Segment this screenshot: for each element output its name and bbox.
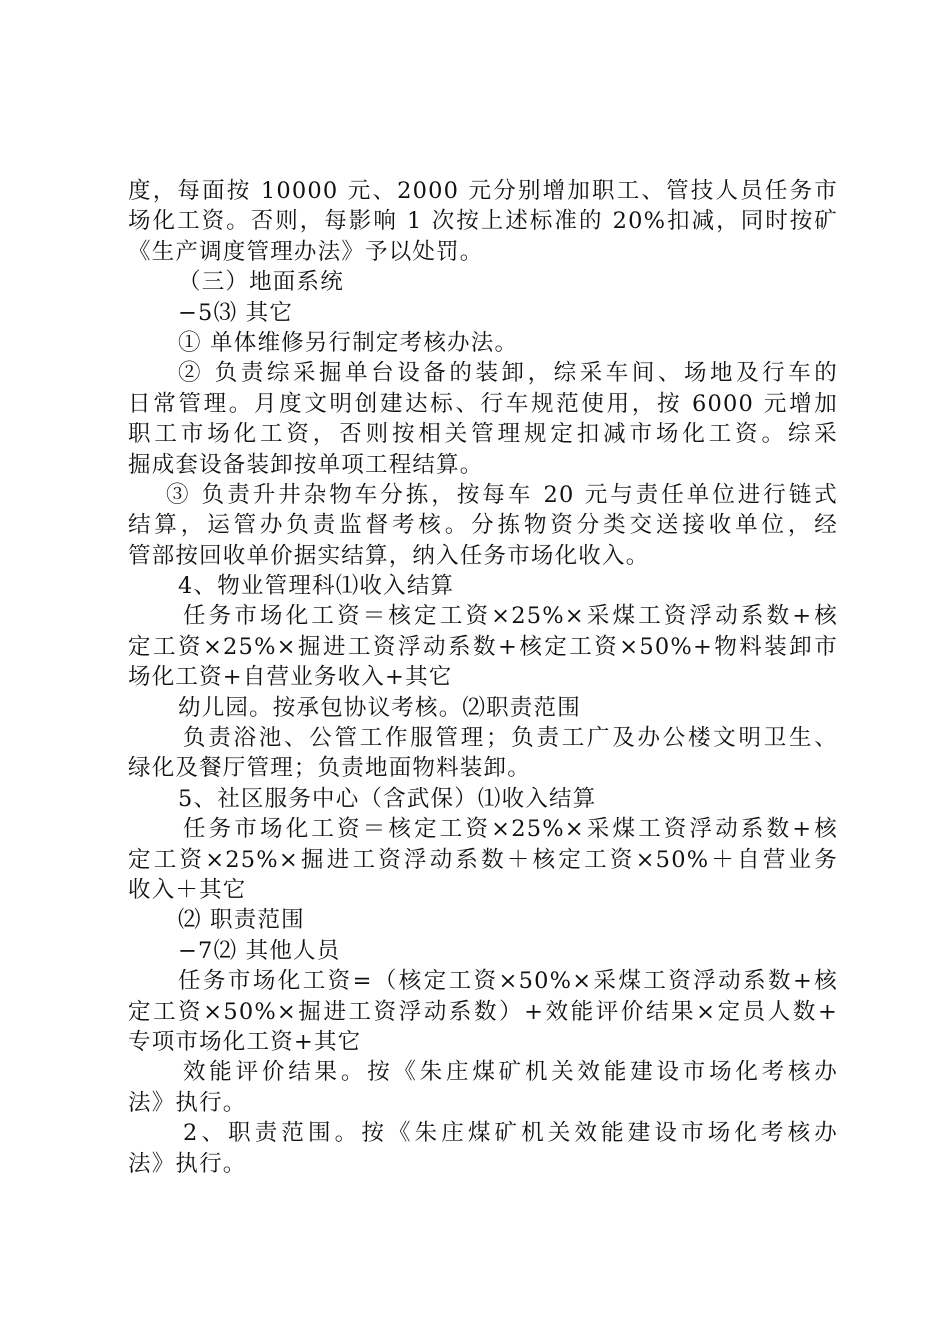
text-line: 任务市场化工资＝核定工资×25%×采煤工资浮动系数+核: [183, 603, 838, 630]
text-line: 幼儿园。按承包协议考核。⑵职责范围: [178, 694, 581, 721]
text-line: 效能评价结果。按《朱庄煤矿机关效能建设市场化考核办: [183, 1059, 838, 1086]
text-line: ② 负责综采掘单台设备的装卸，综采车间、场地及行车的: [178, 360, 838, 387]
text-line: 结算，运管办负责监督考核。分拣物资分类交送接收单位，经: [128, 512, 838, 539]
text-line: ① 单体维修另行制定考核办法。: [178, 329, 519, 356]
text-line: −5⑶ 其它: [178, 299, 294, 326]
text-line: 掘成套设备装卸按单项工程结算。: [128, 451, 484, 478]
text-line: 任务市场化工资＝核定工资×25%×采煤工资浮动系数+核: [183, 816, 838, 843]
text-line: 法》执行。: [128, 1150, 247, 1177]
text-line: ③ 负责升井杂物车分拣，按每车 20 元与责任单位进行链式: [166, 481, 838, 508]
text-line: 收入＋其它: [128, 876, 247, 903]
text-line: 场化工资+自营业务收入+其它: [128, 664, 453, 691]
text-line: 定工资×50%×掘进工资浮动系数）+效能评价结果×定员人数+: [128, 998, 838, 1025]
text-line: 定工资×25%×掘进工资浮动系数+核定工资×50%+物料装卸市: [128, 633, 838, 660]
text-line: ⑵ 职责范围: [178, 907, 305, 934]
text-line: 绿化及餐厅管理；负责地面物料装卸。: [128, 755, 531, 782]
text-line: 4、物业管理科⑴收入结算: [178, 573, 455, 600]
text-line: 法》执行。: [128, 1089, 247, 1116]
text-line: 管部按回收单价据实结算，纳入任务市场化收入。: [128, 542, 650, 569]
text-line: 场化工资。否则，每影响 1 次按上述标准的 20%扣减，同时按矿: [128, 208, 838, 235]
text-line: 定工资×25%×掘进工资浮动系数＋核定工资×50%＋自营业务: [128, 846, 838, 873]
text-line: 专项市场化工资+其它: [128, 1028, 362, 1055]
text-line: 度，每面按 10000 元、2000 元分别增加职工、管技人员任务市: [128, 178, 838, 204]
text-line: 日常管理。月度文明创建达标、行车规范使用，按 6000 元增加: [128, 390, 838, 417]
text-line: 《生产调度管理办法》予以处罚。: [128, 238, 484, 265]
text-line: 2、职责范围。按《朱庄煤矿机关效能建设市场化考核办: [183, 1120, 838, 1147]
text-line: 5、社区服务中心（含武保）⑴收入结算: [178, 785, 597, 812]
text-line: 负责浴池、公管工作服管理；负责工广及办公楼文明卫生、: [183, 725, 838, 752]
text-line: −7⑵ 其他人员: [178, 937, 341, 964]
text-line: 任务市场化工资=（核定工资×50%×采煤工资浮动系数+核: [178, 968, 838, 995]
text-line: 职工市场化工资，否则按相关管理规定扣减市场化工资。综采: [128, 421, 838, 448]
text-line: （三）地面系统: [178, 269, 344, 296]
document-body: [128, 176, 838, 1179]
